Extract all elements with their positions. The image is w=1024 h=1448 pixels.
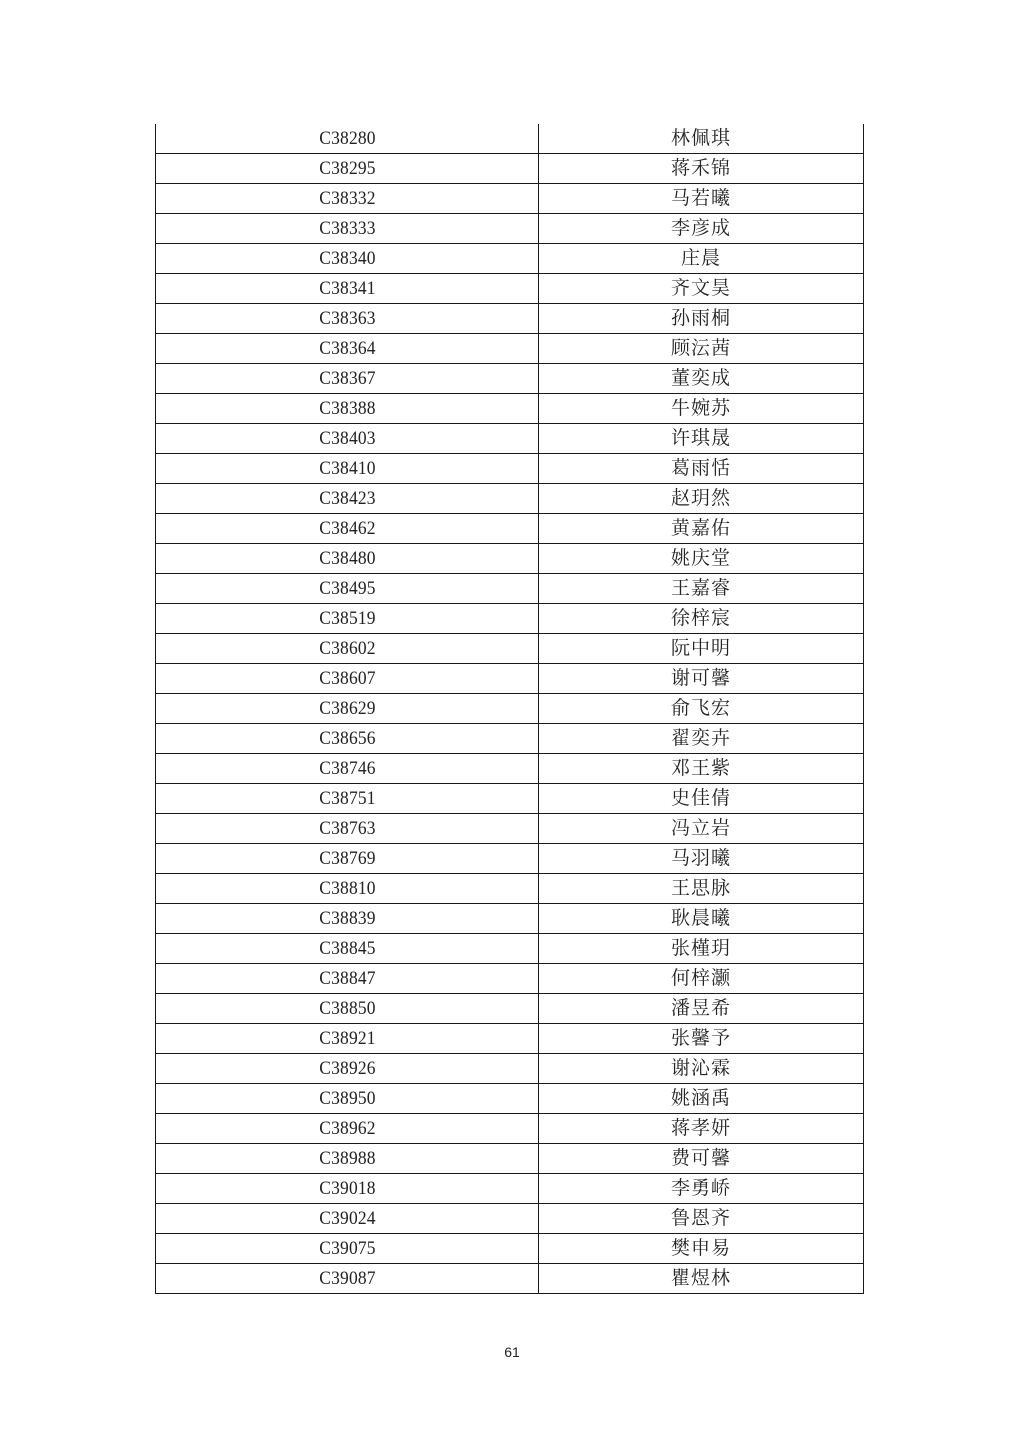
student-id-cell: C38746: [171, 754, 523, 784]
student-name-cell: 费可馨: [539, 1144, 864, 1174]
student-id-cell: C38364: [171, 334, 523, 364]
student-name-cell: 林佩琪: [539, 124, 864, 154]
student-name-cell: 许琪晟: [539, 424, 864, 454]
student-id-cell: C38751: [171, 784, 523, 814]
table-row: [156, 1204, 864, 1234]
table-row: [156, 304, 864, 334]
student-name-cell: 李勇峤: [539, 1174, 864, 1204]
student-id-cell: C38480: [171, 544, 523, 574]
table-row: [156, 124, 864, 154]
student-name-cell: 顾沄茜: [539, 334, 864, 364]
student-name-cell: 翟奕卉: [539, 724, 864, 754]
table-row: [156, 1174, 864, 1204]
table-row: [156, 604, 864, 634]
student-name-cell: 樊申易: [539, 1234, 864, 1264]
student-id-cell: C38607: [171, 664, 523, 694]
student-name-cell: 牛婉苏: [539, 394, 864, 424]
student-id-cell: C38962: [171, 1114, 523, 1144]
student-id-cell: C38423: [171, 484, 523, 514]
table-row: [156, 934, 864, 964]
table-row: [156, 1024, 864, 1054]
student-id-cell: C38839: [171, 904, 523, 934]
student-id-cell: C38769: [171, 844, 523, 874]
table-row: [156, 454, 864, 484]
table-row: [156, 154, 864, 184]
student-name-cell: 葛雨恬: [539, 454, 864, 484]
student-id-cell: C39087: [171, 1264, 523, 1294]
table-row: [156, 844, 864, 874]
table-row: [156, 664, 864, 694]
student-id-cell: C38403: [171, 424, 523, 454]
student-name-cell: 王嘉睿: [539, 574, 864, 604]
table-row: [156, 784, 864, 814]
student-id-cell: C38462: [171, 514, 523, 544]
table-row: [156, 184, 864, 214]
student-id-cell: C38333: [171, 214, 523, 244]
roster-table: [155, 124, 864, 1294]
roster-table-body: [156, 124, 864, 1294]
student-name-cell: 马羽曦: [539, 844, 864, 874]
table-row: [156, 544, 864, 574]
student-name-cell: 邓王紫: [539, 754, 864, 784]
student-id-cell: C38340: [171, 244, 523, 274]
student-name-cell: 阮中明: [539, 634, 864, 664]
table-row: [156, 214, 864, 244]
table-row: [156, 1114, 864, 1144]
student-id-cell: C38847: [171, 964, 523, 994]
student-name-cell: 蒋孝妍: [539, 1114, 864, 1144]
student-id-cell: C38295: [171, 154, 523, 184]
student-id-cell: C38602: [171, 634, 523, 664]
student-name-cell: 黄嘉佑: [539, 514, 864, 544]
table-row: [156, 1144, 864, 1174]
student-name-cell: 张馨予: [539, 1024, 864, 1054]
table-row: [156, 814, 864, 844]
student-name-cell: 瞿煜林: [539, 1264, 864, 1294]
student-name-cell: 齐文昊: [539, 274, 864, 304]
student-id-cell: C38519: [171, 604, 523, 634]
student-id-cell: C38341: [171, 274, 523, 304]
table-row: [156, 244, 864, 274]
table-row: [156, 364, 864, 394]
student-id-cell: C38845: [171, 934, 523, 964]
table-row: [156, 334, 864, 364]
student-name-cell: 蒋禾锦: [539, 154, 864, 184]
student-id-cell: C38763: [171, 814, 523, 844]
student-id-cell: C39075: [171, 1234, 523, 1264]
student-name-cell: 冯立岩: [539, 814, 864, 844]
student-id-cell: C39024: [171, 1204, 523, 1234]
student-id-cell: C38921: [171, 1024, 523, 1054]
student-name-cell: 庄晨: [539, 244, 864, 274]
table-row: [156, 874, 864, 904]
student-id-cell: C38988: [171, 1144, 523, 1174]
student-name-cell: 姚庆堂: [539, 544, 864, 574]
student-name-cell: 何梓灏: [539, 964, 864, 994]
table-row: [156, 424, 864, 454]
table-row: [156, 964, 864, 994]
table-row: [156, 574, 864, 604]
table-row: [156, 994, 864, 1024]
table-row: [156, 724, 864, 754]
table-row: [156, 484, 864, 514]
student-id-cell: C38495: [171, 574, 523, 604]
table-row: [156, 1234, 864, 1264]
table-row: [156, 904, 864, 934]
table-row: [156, 754, 864, 784]
student-name-cell: 史佳倩: [539, 784, 864, 814]
student-name-cell: 张槿玥: [539, 934, 864, 964]
student-id-cell: C38629: [171, 694, 523, 724]
student-name-cell: 徐梓宸: [539, 604, 864, 634]
student-name-cell: 谢可馨: [539, 664, 864, 694]
student-id-cell: C38363: [171, 304, 523, 334]
student-id-cell: C38332: [171, 184, 523, 214]
table-row: [156, 1264, 864, 1294]
student-name-cell: 潘昱希: [539, 994, 864, 1024]
student-name-cell: 耿晨曦: [539, 904, 864, 934]
student-id-cell: C38850: [171, 994, 523, 1024]
student-name-cell: 鲁恩齐: [539, 1204, 864, 1234]
student-id-cell: C38810: [171, 874, 523, 904]
student-id-cell: C38367: [171, 364, 523, 394]
student-id-cell: C38656: [171, 724, 523, 754]
student-name-cell: 董奕成: [539, 364, 864, 394]
student-id-cell: C38926: [171, 1054, 523, 1084]
student-name-cell: 李彦成: [539, 214, 864, 244]
student-name-cell: 马若曦: [539, 184, 864, 214]
student-name-cell: 俞飞宏: [539, 694, 864, 724]
student-id-cell: C38280: [171, 124, 523, 154]
table-row: [156, 1054, 864, 1084]
table-row: [156, 634, 864, 664]
table-row: [156, 514, 864, 544]
student-id-cell: C38388: [171, 394, 523, 424]
student-id-cell: C38950: [171, 1084, 523, 1114]
student-name-cell: 孙雨桐: [539, 304, 864, 334]
table-row: [156, 1084, 864, 1114]
table-row: [156, 394, 864, 424]
student-name-cell: 赵玥然: [539, 484, 864, 514]
student-name-cell: 谢沁霖: [539, 1054, 864, 1084]
student-id-cell: C39018: [171, 1174, 523, 1204]
table-row: [156, 694, 864, 724]
student-id-cell: C38410: [171, 454, 523, 484]
table-row: [156, 274, 864, 304]
page-number: 61: [504, 1344, 520, 1360]
student-name-cell: 姚涵禹: [539, 1084, 864, 1114]
student-name-cell: 王思脉: [539, 874, 864, 904]
